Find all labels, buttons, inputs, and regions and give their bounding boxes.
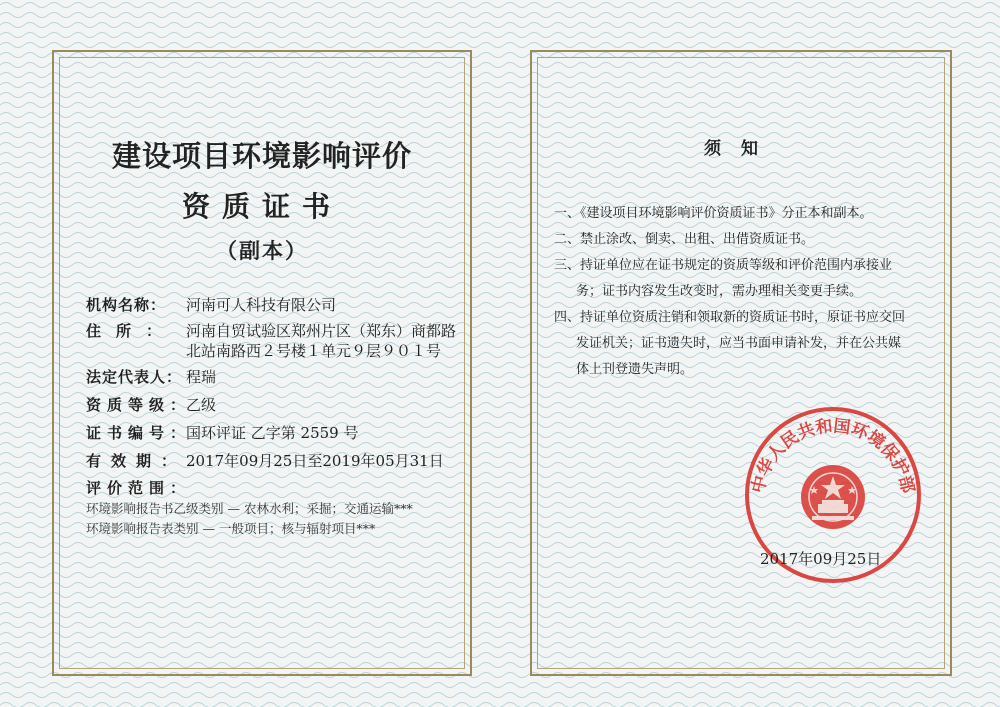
validity-value: 2017年09月25日至2019年05月31日 xyxy=(186,452,444,470)
scope-row xyxy=(86,477,192,498)
org-name-label: 机构名称： xyxy=(86,296,167,314)
issue-date: 2017年09月25日 xyxy=(760,550,882,568)
notice-line-6: 发证机关；证书遗失时，应当书面申请补发，并在公共媒 xyxy=(576,336,902,351)
validity-label: 有效期： xyxy=(86,452,187,470)
seal-emblem xyxy=(801,465,865,529)
grade-row xyxy=(86,394,216,415)
notice-title: 须知 xyxy=(704,139,778,159)
seal-text: 中华人民共和国环境保护部 xyxy=(748,416,918,496)
grade-label: 资质等级： xyxy=(86,396,192,414)
notice-line-1: 一、《建设项目环境影响评价资质证书》分正本和副本。 xyxy=(554,206,873,221)
notice-line-5: 四、持证单位资质注销和领取新的资质证书时，原证书应交回 xyxy=(554,310,906,325)
org-name-value: 河南可人科技有限公司 xyxy=(186,296,337,314)
cert-number-label: 证书编号： xyxy=(86,424,192,442)
validity-row xyxy=(86,450,444,471)
notice-line-4: 务；证书内容发生改变时，需办理相关变更手续。 xyxy=(576,284,863,299)
legal-rep-row xyxy=(86,366,216,387)
notice-line-2: 二、禁止涂改、倒卖、出租、出借资质证书。 xyxy=(554,232,815,247)
address-row xyxy=(86,320,456,341)
certificate-panel xyxy=(52,50,472,676)
certificate-copy-label: （副本） xyxy=(216,239,308,263)
address-value-line1: 河南自贸试验区郑州片区（郑东）商都路 xyxy=(186,322,457,340)
scope-line-form: 环境影响报告表类别 — 一般项目；核与辐射项目*** xyxy=(86,521,376,536)
address-value-line2: 北站南路西２号楼１单元９层９０１号 xyxy=(186,342,442,360)
grade-value: 乙级 xyxy=(186,396,217,414)
scope-line-report: 环境影响报告书乙级类别 — 农林水利；采掘；交通运输*** xyxy=(86,501,413,516)
notice-line-3: 三、持证单位应在证书规定的资质等级和评价范围内承接业 xyxy=(554,258,893,273)
certificate-subtitle: 资质证书 xyxy=(181,190,342,223)
org-name-row xyxy=(86,294,336,315)
cert-number-value: 国环评证 乙字第 2559 号 xyxy=(186,424,359,442)
scope-label: 评价范围： xyxy=(86,479,192,497)
certificate-title: 建设项目环境影响评价 xyxy=(111,139,412,173)
cert-number-row xyxy=(86,422,358,443)
address-label: 住所： xyxy=(86,322,177,340)
legal-rep-label: 法定代表人： xyxy=(86,368,183,386)
notice-line-7: 体上刊登遗失声明。 xyxy=(576,362,694,377)
legal-rep-value: 程瑞 xyxy=(186,368,217,386)
